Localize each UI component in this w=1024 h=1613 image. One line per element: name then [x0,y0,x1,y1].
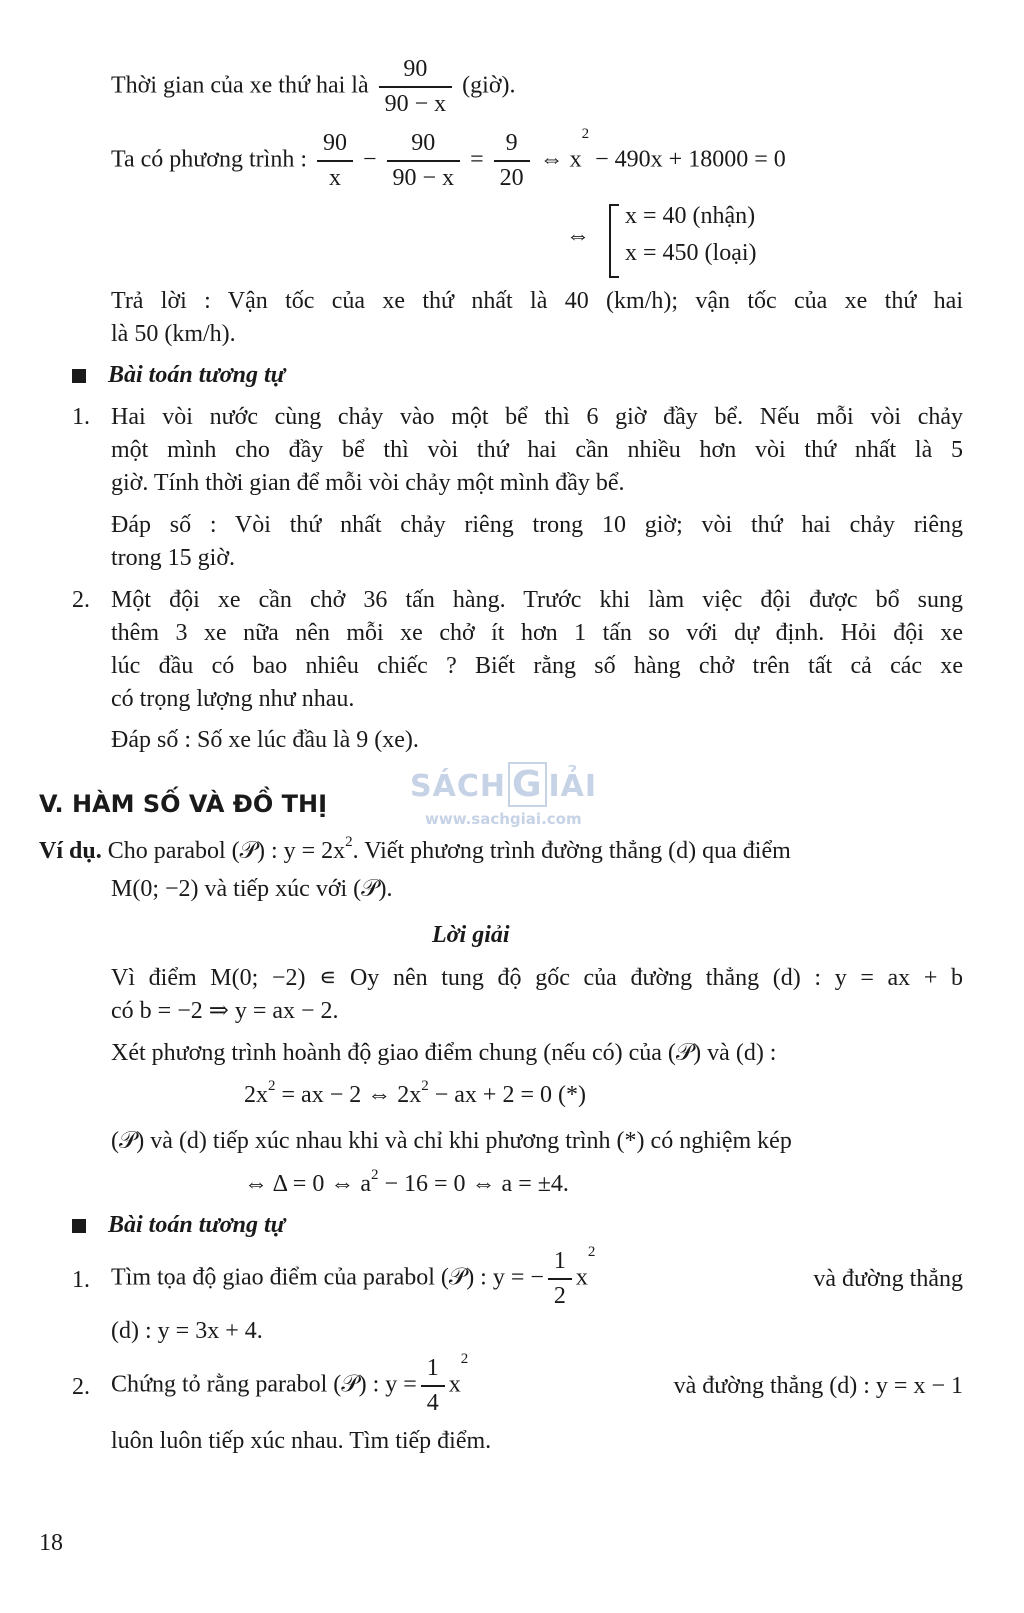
problem-number: 2. [72,1374,90,1400]
answer-line-2: là 50 (km/h). [111,321,236,347]
exponent: 2 [421,1078,429,1094]
problem-1-answer-2: trong 15 giờ. [111,545,236,571]
fraction-numerator: 90 [317,130,353,162]
problem-text-part: và đường thẳng (d) : y = x − 1 [673,1372,963,1399]
solution-line-2: có b = −2 ⇒ y = ax − 2. [111,998,339,1024]
problem-1-answer-1: Đáp số : Vòi thứ nhất chảy riêng trong 10 giờ; vòi thứ hai chảy riêng [111,512,963,538]
problem-number: 2. [72,587,90,613]
problem-number: 1. [72,404,90,430]
fraction-numerator: 90 [387,130,461,162]
answer-line-1: Trả lời : Vận tốc của xe thứ nhất là 40 (km/h); vận tốc của xe thứ hai [111,288,963,314]
fraction-numerator: 90 [379,56,453,88]
quadratic-rest: − 490x + 18000 = 0 [589,146,786,173]
example-line-2: M(0; −2) và tiếp xúc với (𝒫). [111,876,393,902]
eq-part: − 16 = 0 ⇔ a = ±4. [378,1171,569,1197]
problem-2-line-2: thêm 3 xe nữa nên mỗi xe chở ít hơn 1 tấn so với dự định. Hỏi đội xe [111,620,963,646]
problem-2-answer: Đáp số : Số xe lúc đầu là 9 (xe). [111,727,419,753]
problem-3-line-1 [111,1244,963,1310]
similar-problems-heading [72,362,285,389]
problem-1-line-3: giờ. Tính thời gian để mỗi vòi chảy một mình đầy bể. [111,470,625,496]
problem-4-line-2: luôn luôn tiếp xúc nhau. Tìm tiếp điểm. [111,1428,492,1454]
similar-problems-heading-2 [72,1212,285,1239]
watermark-url: www.sachgiai.com [425,810,582,828]
solution-equation-2 [244,1167,569,1198]
fraction-denominator: 2 [553,1283,566,1309]
problem-text [111,1244,596,1310]
section-title: V. HÀM SỐ VÀ ĐỒ THỊ [39,790,328,818]
problem-1-line-2: một mình cho đầy bể thì vòi thứ hai cần nhiều hơn vòi thứ nhất là 5 [111,437,963,463]
problem-2-line-4: có trọng lượng như nhau. [111,686,355,712]
fraction-denominator: 90 − x [392,165,455,191]
example-text-cont: . Viết phương trình đường thẳng (d) qua điểm [352,838,791,864]
problem-2-line-1: Một đội xe cần chở 36 tấn hàng. Trước khi làm việc đội được bổ sung [111,587,963,613]
solution-title: Lời giải [432,922,510,948]
minus-sign: − [362,146,377,173]
fraction-9-over-20 [494,130,530,192]
time-fraction [379,56,453,118]
equation-line [111,126,786,192]
fraction-90-over-90-minus-x [387,130,461,192]
fraction-denominator: x [328,165,341,191]
problem-1-line-1: Hai vòi nước cùng chảy vào một bể thì 6 giờ đầy bể. Nếu mỗi vòi chảy [111,404,963,430]
quadratic-x: x [569,146,582,173]
solution-equation-1 [244,1078,586,1109]
heading-text: Bài toán tương tự [108,362,286,388]
example-line-1 [39,834,963,865]
watermark-left: SÁCH [410,769,506,804]
problem-2-line-3: lúc đầu có bao nhiêu chiếc ? Biết rằng số hàng chở trên tất cả các xe [111,653,963,679]
solution-root-1: x = 40 (nhận) [625,203,756,229]
solution-line-1: Vì điểm M(0; −2) ∊ Oy nên tung độ gốc của đường thẳng (d) : y = ax + b [111,965,963,991]
time-unit: (giờ). [462,72,516,99]
heading-text: Bài toán tương tự [108,1212,286,1238]
example-text: Cho parabol (𝒫) : y = 2x [101,838,346,864]
problem-4-line-1 [111,1351,963,1417]
problem-text-part: và đường thẳng [813,1265,963,1292]
exponent: 2 [345,834,353,850]
square-bullet-icon [72,1219,86,1233]
problem-text [111,1351,469,1417]
fraction-90-over-x [317,130,353,192]
solution-line-3: Xét phương trình hoành độ giao điểm chung (nếu có) của (𝒫) và (d) : [111,1040,777,1066]
square-bullet-icon [72,369,86,383]
fraction-numerator: 1 [421,1355,445,1387]
fraction-one-quarter [421,1355,445,1417]
watermark-logo [410,762,597,807]
exponent: 2 [268,1078,276,1094]
watermark-box: G [508,762,547,807]
fraction-one-half [548,1248,572,1310]
eq-part: 2x [244,1082,268,1108]
problem-text-part: Chứng tỏ rằng parabol (𝒫) : y = [111,1371,417,1398]
page-number: 18 [39,1530,63,1556]
solution-line-4: (𝒫) và (d) tiếp xúc nhau khi và chỉ khi phương trình (*) có nghiệm kép [111,1128,792,1154]
problem-text-part: Tìm tọa độ giao điểm của parabol (𝒫) : y = − [111,1264,544,1291]
exponent: 2 [581,126,590,142]
fraction-denominator: 4 [426,1390,439,1416]
problem-text-part: x [448,1371,461,1398]
exponent: 2 [587,1244,596,1260]
exponent: 2 [370,1167,379,1183]
problem-3-line-2: (d) : y = 3x + 4. [111,1318,263,1344]
fraction-denominator: 90 − x [384,91,447,117]
eq-part: = ax − 2 ⇔ 2x [275,1082,422,1108]
problem-text-part: x [575,1264,588,1291]
equation-intro: Ta có phương trình : [111,146,307,173]
eq-part: ⇔ Δ = 0 ⇔ a [244,1171,371,1197]
fraction-denominator: 20 [499,165,524,191]
equals-sign: = [470,146,484,173]
fraction-numerator: 1 [548,1248,572,1280]
time-text: Thời gian của xe thứ hai là [111,72,369,99]
eq-part: − ax + 2 = 0 (*) [428,1082,586,1108]
solution-root-2: x = 450 (loại) [625,240,757,266]
solution-iff: ⇔ [566,223,590,249]
fraction-numerator: 9 [494,130,530,162]
bracket-symbol [609,204,619,278]
iff-symbol: ⇔ [539,146,564,173]
exponent: 2 [460,1351,469,1367]
watermark-right: IẢI [548,769,598,804]
time-second-car-line [111,56,516,118]
example-label: Ví dụ. [39,838,102,864]
problem-number: 1. [72,1267,90,1293]
